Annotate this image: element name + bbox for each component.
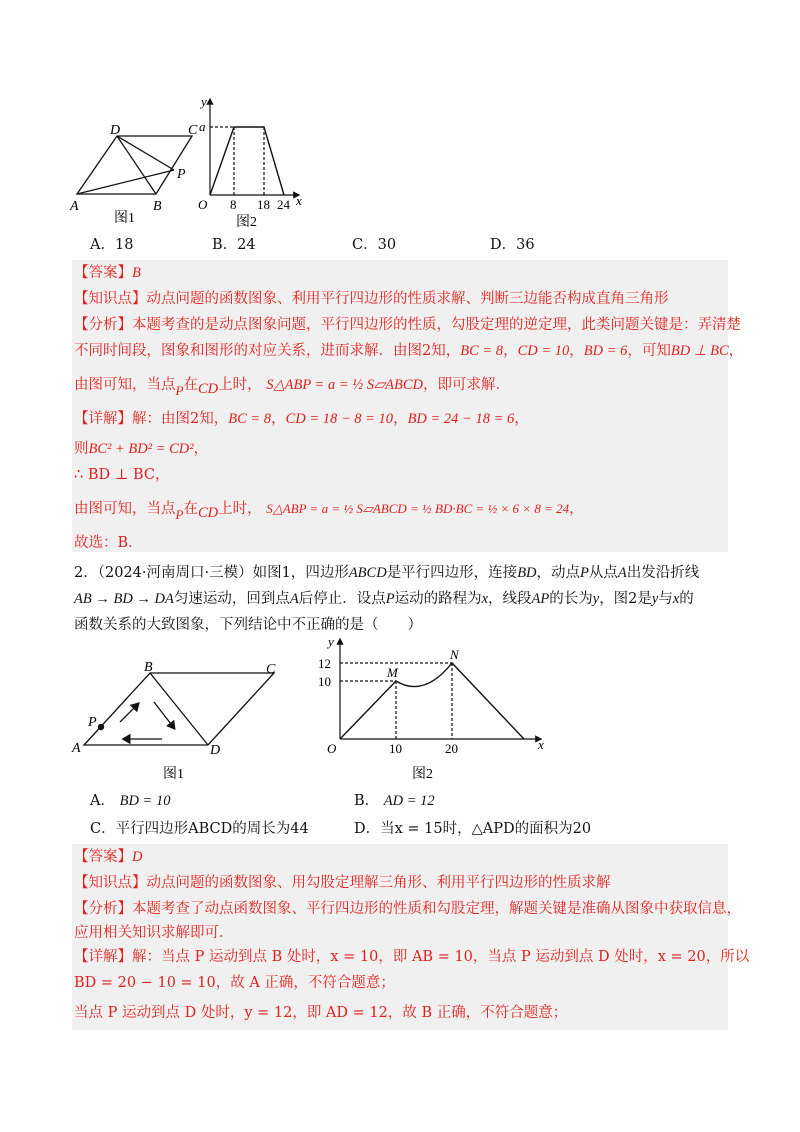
q1-fig1-label-b: B: [153, 199, 162, 214]
q1-knowledge: 【知识点】动点问题的函数图象、利用平行四边形的性质求解、判断三边能否构成直角三角形: [74, 291, 669, 307]
q2-fig2-tick-12: 12: [318, 656, 331, 671]
q2-fig1-caption: 图1: [163, 767, 184, 782]
q2-fig1-label-c: C: [266, 662, 276, 677]
q1-option-b[interactable]: B．24: [212, 237, 256, 253]
q2-analysis-line1: 【分析】本题考查了动点函数图象、平行四边形的性质和勾股定理，解题关键是准确从图象中获取信息，: [74, 901, 741, 917]
q2-detail-line3: 当点 P 运动到点 D 处时，y = 12，即 AD = 12，故 B 正确，不符合题意；: [74, 1005, 568, 1021]
q2-analysis-line2: 应用相关知识求解即可．: [74, 925, 234, 941]
q2-fig1-label-d: D: [210, 743, 221, 758]
q2-fig2-caption: 图2: [412, 767, 433, 782]
q1-fig2-label-y: y: [201, 94, 207, 109]
q2-figure-2: [314, 632, 554, 788]
q1-fig2-label-o: O: [198, 197, 208, 212]
q2-fig2-tick-x20: 20: [445, 741, 458, 756]
q1-analysis-line1: 【分析】本题考查的是动点图象问题，平行四边形的性质，勾股定理的逆定理，此类问题关键是：弄清楚: [74, 317, 741, 333]
q1-fig1-label-a: A: [70, 199, 79, 214]
q1-answer: 【答案】B: [74, 265, 141, 281]
q2-option-d[interactable]: D．当x = 15时，△APD的面积为20: [354, 821, 592, 837]
q1-fig1-label-p: P: [177, 167, 186, 182]
q1-fig2-tick-24: 24: [277, 197, 290, 212]
q2-option-a[interactable]: A． BD = 10: [90, 793, 171, 809]
q1-fig1-label-c: C: [188, 123, 198, 138]
q2-fig2-label-y: y: [328, 634, 334, 649]
q1-option-c[interactable]: C．30: [352, 237, 397, 253]
q2-answer: 【答案】D: [74, 849, 143, 865]
q1-analysis-line2: 不同时间段，图象和图形的对应关系，进而求解．由图2知，BC = 8，CD = 10，BD = 6，可知BD ⊥ BC，: [74, 343, 744, 359]
q1-analysis-line3: 由图可知，当点P在CD上时， S△ABP = a = ½ S▱ABCD，即可求解．: [74, 377, 511, 398]
q1-fig1-label-d: D: [110, 123, 121, 138]
q1-fig2-label-a: a: [199, 119, 206, 134]
q1-fig2-tick-8: 8: [230, 197, 237, 212]
q2-stem-line3: 函数关系的大致图象，下列结论中不正确的是（ ）: [74, 617, 422, 633]
q2-figure-1: [66, 660, 296, 786]
q1-figure-2: [196, 92, 316, 230]
q1-fig2-caption: 图2: [236, 215, 257, 230]
q1-fig1-caption: 图1: [114, 211, 135, 226]
q2-fig2-tick-x10: 10: [389, 741, 402, 756]
q1-option-d[interactable]: D．36: [490, 237, 535, 253]
q1-fig2-label-x: x: [296, 193, 302, 208]
q2-option-b[interactable]: B． AD = 12: [354, 793, 435, 809]
q2-fig1-label-p: P: [88, 715, 97, 730]
q1-detail-line2: 则BC² + BD² = CD²，: [74, 441, 209, 457]
q1-detail-line4: 由图可知，当点P在CD上时， S△ABP = a = ½ S▱ABCD = ½ BD·BC = ½ × 6 × 8 = 24，: [74, 501, 584, 522]
q2-fig2-tick-10: 10: [318, 674, 331, 689]
q1-detail-line5: 故选：B．: [74, 535, 143, 551]
q2-knowledge: 【知识点】动点问题的函数图象、用勾股定理解三角形、利用平行四边形的性质求解: [74, 875, 611, 891]
q2-detail-line1: 【详解】解：当点 P 运动到点 B 处时，x = 10，即 AB = 10，当点 P 运动到点 D 处时，x = 20，所以: [74, 949, 750, 965]
q2-fig1-label-b: B: [144, 660, 153, 675]
q2-fig1-label-a: A: [72, 741, 81, 756]
q2-stem-line1: 2．（2024·河南周口·三模）如图1，四边形ABCD是平行四边形，连接BD，动点P从点A出发沿折线: [74, 565, 700, 581]
q2-detail-line2: BD = 20 − 10 = 10，故 A 正确，不符合题意；: [74, 975, 395, 991]
q2-fig2-label-x: x: [538, 737, 544, 752]
q2-option-c[interactable]: C．平行四边形ABCD的周长为44: [90, 821, 309, 837]
q2-fig2-label-m: M: [387, 665, 398, 680]
q1-detail-line3: ∴ BD ⊥ BC，: [74, 467, 170, 483]
q2-stem-line2: AB → BD → DA匀速运动，回到点A后停止．设点P运动的路程为x，线段AP的长为y，图2是y与x的: [74, 591, 694, 607]
q2-fig2-label-o: O: [327, 741, 337, 756]
q1-option-a[interactable]: A．18: [90, 237, 134, 253]
q1-fig2-tick-18: 18: [257, 197, 270, 212]
q1-figure-1: [60, 118, 210, 228]
q2-fig2-label-n: N: [450, 647, 459, 662]
q1-detail-line1: 【详解】解：由图2知，BC = 8，CD = 18 − 8 = 10，BD = 24 − 18 = 6，: [74, 411, 529, 427]
